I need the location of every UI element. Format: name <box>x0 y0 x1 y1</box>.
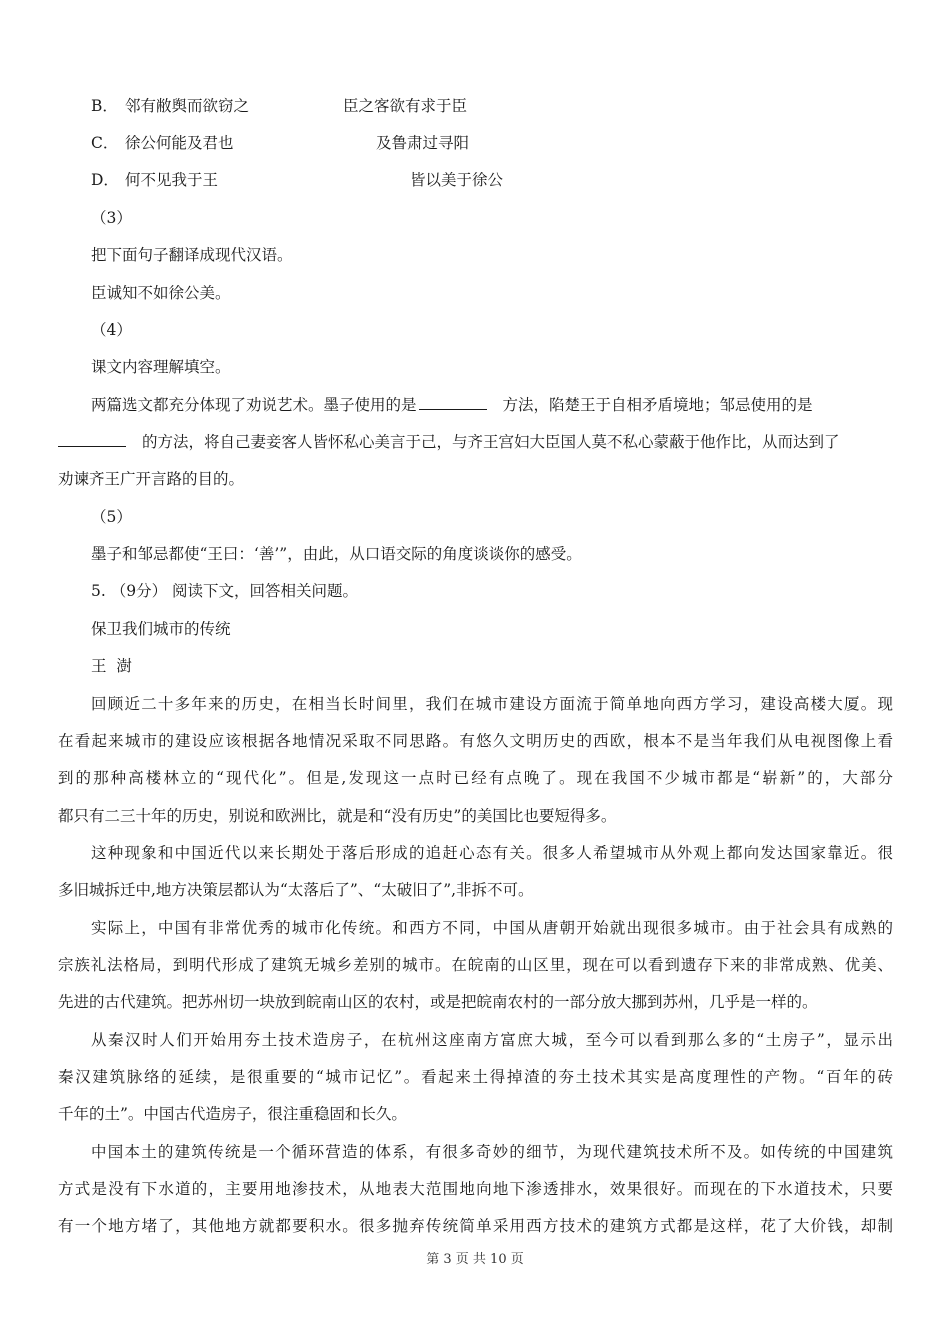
paragraph-line: 有一个地方堵了，其他地方就都要积水。很多抛弃传统简单采用西方技术的建筑方式都是这样，花了大价钱，却制 <box>58 1217 893 1235</box>
paragraph-line: 宗族礼法格局，到明代形成了建筑无城乡差别的城市。在皖南的山区里，现在可以看到遗存下来的非常成熟、优美、 <box>58 956 893 974</box>
q3-prompt: 把下面句子翻译成现代汉语。 <box>91 246 293 264</box>
q4-line1-pre: 两篇选文都充分体现了劝说艺术。墨子使用的是 <box>91 396 417 414</box>
paragraph-line: 实际上，中国有非常优秀的城市化传统。和西方不同，中国从唐朝开始就出现很多城市。由于社会具有成熟的 <box>91 919 893 937</box>
q5-prompt: 墨子和邹忌都使“王曰：‘善’”，由此，从口语交际的角度谈谈你的感受。 <box>91 545 582 563</box>
option-d <box>91 170 791 190</box>
option-text-b: 及鲁肃过寻阳 <box>376 134 470 152</box>
q4-line3: 劝谏齐王广开言路的目的。 <box>58 470 245 488</box>
q4-line1-post: 方法，陷楚王于自相矛盾境地；邹忌使用的是 <box>502 396 813 414</box>
paragraph-line: 方式是没有下水道的，主要用地渗技术，从地表大范围地向地下渗透排水，效果很好。而现在的下水道技术，只要 <box>58 1180 893 1198</box>
option-c <box>91 133 791 153</box>
question5-header: 5. （9分） 阅读下文，回答相关问题。 <box>91 582 359 600</box>
article-title: 保卫我们城市的传统 <box>91 620 231 638</box>
q4-line2-post: 的方法，将自己妻妾客人皆怀私心美言于己，与齐王宫妇大臣国人莫不私心蒙蔽于他作比，从而达到了 <box>142 433 840 451</box>
paragraph-line: 千年的土”。中国古代造房子，很注重稳固和长久。 <box>58 1105 407 1123</box>
paragraph-line: 多旧城拆迁中,地方决策层都认为“太落后了”、“太破旧了”,非拆不可。 <box>58 881 534 899</box>
q3-sentence: 臣诚知不如徐公美。 <box>91 284 231 302</box>
option-letter: D． <box>91 171 119 189</box>
option-text-a: 何不见我于王 <box>125 171 219 189</box>
article-author: 王 澍 <box>91 657 132 675</box>
option-text-a: 邻有敝舆而欲窃之 <box>125 97 250 115</box>
option-letter: C． <box>91 134 119 152</box>
answer-blank-1[interactable] <box>419 395 487 410</box>
q3-number: （3） <box>91 209 132 227</box>
paragraph-line: 从秦汉时人们开始用夯土技术造房子，在杭州这座南方富庶大城，至今可以看到那么多的“土房子”，显示出 <box>91 1031 893 1049</box>
paragraph-line: 这种现象和中国近代以来长期处于落后形成的追赶心态有关。很多人希望城市从外观上都向发达国家靠近。很 <box>91 844 893 862</box>
paragraph-line: 到的那种高楼林立的“现代化”。但是,发现这一点时已经有点晚了。现在我国不少城市都是“崭新”的，大部分 <box>58 769 893 787</box>
q5-number: （5） <box>91 508 132 526</box>
answer-blank-2[interactable] <box>58 432 126 447</box>
q4-line1 <box>91 395 893 415</box>
paragraph-line: 中国本土的建筑传统是一个循环营造的体系，有很多奇妙的细节，为现代建筑技术所不及。如传统的中国建筑 <box>91 1143 893 1161</box>
paragraph-line: 秦汉建筑脉络的延续，是很重要的“城市记忆”。看起来土得掉渣的夯土技术其实是高度理性的产物。“百年的砖 <box>58 1068 893 1086</box>
option-text-a: 徐公何能及君也 <box>125 134 234 152</box>
option-letter: B． <box>91 97 118 115</box>
paragraph-line: 先进的古代建筑。把苏州切一块放到皖南山区的农村，或是把皖南农村的一部分放大挪到苏州，几乎是一样的。 <box>58 993 818 1011</box>
q4-prompt: 课文内容理解填空。 <box>91 358 231 376</box>
option-text-b: 臣之客欲有求于臣 <box>343 97 468 115</box>
q4-line2 <box>58 432 893 452</box>
paragraph-line: 在看起来城市的建设应该根据各地情况采取不同思路。有悠久文明历史的西欧，根本不是当年我们从电视图像上看 <box>58 732 893 750</box>
page-footer: 第 3 页 共 10 页 <box>426 1252 524 1267</box>
paragraph-line: 回顾近二十多年来的历史，在相当长时间里，我们在城市建设方面流于简单地向西方学习，建设高楼大厦。现 <box>91 695 893 713</box>
option-text-b: 皆以美于徐公 <box>410 171 504 189</box>
q4-number: （4） <box>91 321 132 339</box>
option-b <box>91 96 791 116</box>
paragraph-line: 都只有二三十年的历史，别说和欧洲比，就是和“没有历史”的美国比也要短得多。 <box>58 807 617 825</box>
